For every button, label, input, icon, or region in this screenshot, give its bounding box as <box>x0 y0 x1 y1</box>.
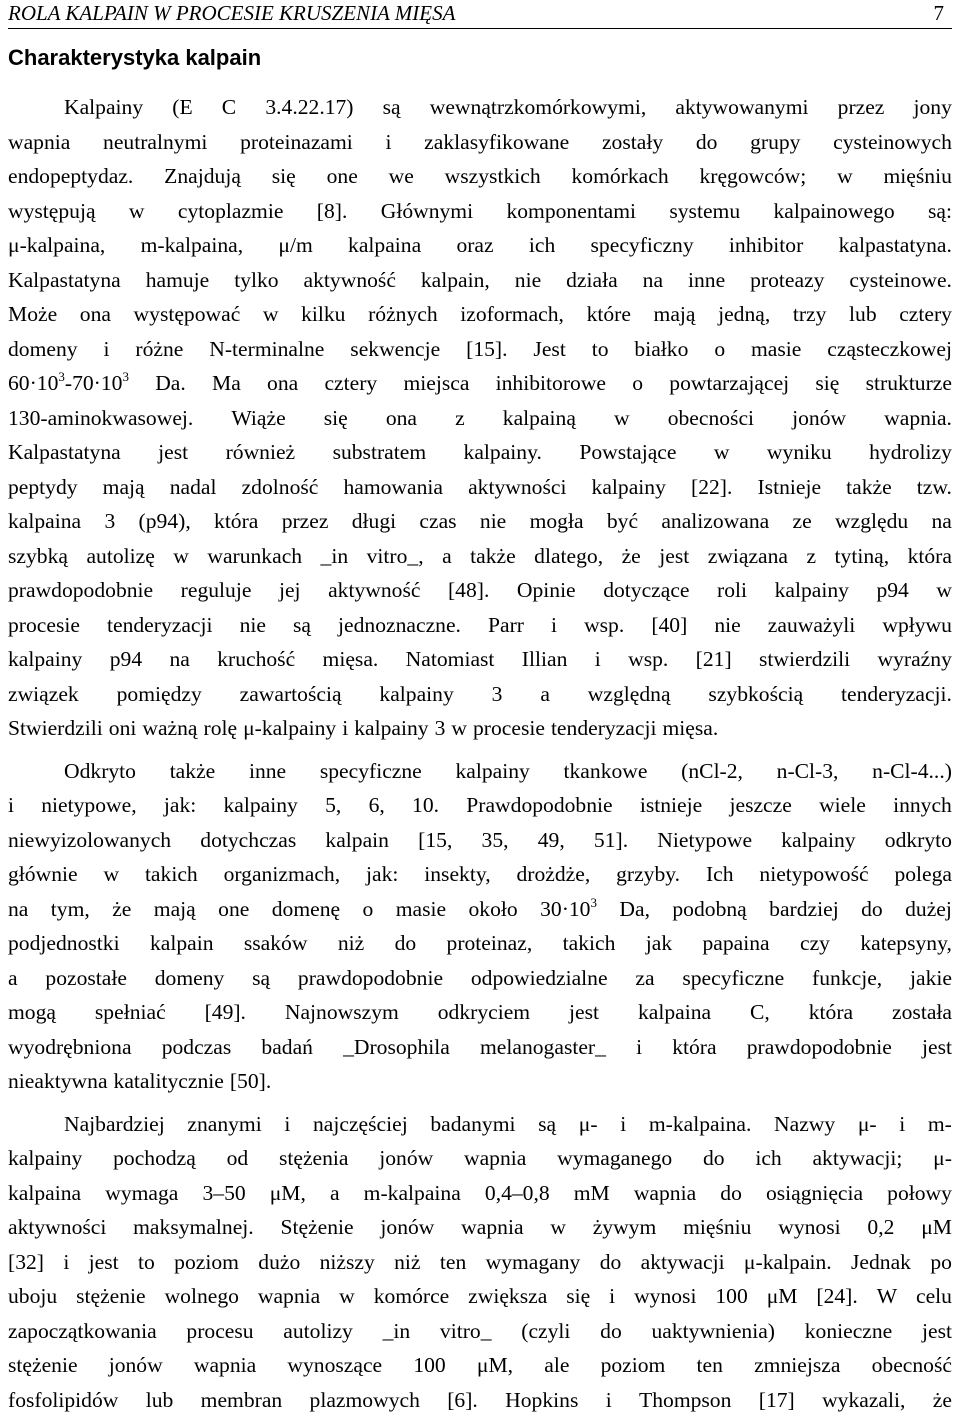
body-text <box>8 90 952 1417</box>
text-line: 130-aminokwasowej. Wiąże się ona z kalpainą w obecności jonów wapnia. <box>8 401 952 436</box>
text-line: niewyizolowanych dotychczas kalpain [15, 35, 49, 51]. Nietypowe kalpainy odkryto <box>8 823 952 858</box>
section-heading: Charakterystyka kalpain <box>8 45 261 71</box>
text-line: wapnia neutralnymi proteinazami i zaklasyfikowane zostały do grupy cysteinowych <box>8 125 952 160</box>
text-line: fosfolipidów lub membran plazmowych [6]. Hopkins i Thompson [17] wykazali, że <box>8 1383 952 1417</box>
text-line: występują w cytoplazmie [8]. Głównymi komponentami systemu kalpainowego są: <box>8 194 952 229</box>
text-line: $60\cdot 10^3-70\cdot 10^3$ Da. Ma ona cztery miejsca inhibitorowe o powtarzającej się strukturze <box>8 366 952 401</box>
text-line: Kalpastatyna hamuje tylko aktywność kalpain, nie działa na inne proteazy cysteinowe. <box>8 263 952 298</box>
text-line: zapoczątkowania procesu autolizy _in vitro_ (czyli do uaktywnienia) konieczne jest <box>8 1314 952 1349</box>
text-line: mogą spełniać [49]. Najnowszym odkryciem jest kalpaina C, która została <box>8 995 952 1030</box>
text-line: kalpainy pochodzą od stężenia jonów wapnia wymaganego do ich aktywacji; μ- <box>8 1141 952 1176</box>
text-line: Może ona występować w kilku różnych izoformach, które mają jedną, trzy lub cztery <box>8 297 952 332</box>
text-line: procesie tenderyzacji nie są jednoznaczne. Parr i wsp. [40] nie zauważyli wpływu <box>8 608 952 643</box>
text-line: endopeptydaz. Znajdują się one we wszystkich komórkach kręgowców; w mięśniu <box>8 159 952 194</box>
text-line: podjednostki kalpain ssaków niż do proteinaz, takich jak papaina czy katepsyny, <box>8 926 952 961</box>
text-line: prawdopodobnie reguluje jej aktywność [48]. Opinie dotyczące roli kalpainy p94 w <box>8 573 952 608</box>
text-line: μ-kalpaina, m-kalpaina, μ/m kalpaina oraz ich specyficzny inhibitor kalpastatyna. <box>8 228 952 263</box>
text-line: kalpaina 3 (p94), która przez długi czas nie mogła być analizowana ze względu na <box>8 504 952 539</box>
text-line: [32] i jest to poziom dużo niższy niż ten wymagany do aktywacji μ-kalpain. Jednak po <box>8 1245 952 1280</box>
text-line: głównie w takich organizmach, jak: insekty, drożdże, grzyby. Ich nietypowość polega <box>8 857 952 892</box>
text-line: Najbardziej znanymi i najczęściej badanymi są μ- i m-kalpaina. Nazwy μ- i m- <box>8 1107 952 1142</box>
text-line: kalpainy p94 na kruchość mięsa. Natomiast Illian i wsp. [21] stwierdzili wyraźny <box>8 642 952 677</box>
text-line: nieaktywna katalitycznie [50]. <box>8 1064 952 1099</box>
running-title: ROLA KALPAIN W PROCESIE KRUSZENIA MIĘSA <box>8 1 455 26</box>
running-header <box>8 0 952 29</box>
text-line: uboju stężenie wolnego wapnia w komórce zwiększa się i wynosi 100 μM [24]. W celu <box>8 1279 952 1314</box>
text-line: szybką autolizę w warunkach _in vitro_, a także dlatego, że jest związana z tytiną, która <box>8 539 952 574</box>
page-number: 7 <box>934 1 945 26</box>
text-line: kalpaina wymaga 3–50 μM, a m-kalpaina 0,4–0,8 mM wapnia do osiągnięcia połowy <box>8 1176 952 1211</box>
text-line: peptydy mają nadal zdolność hamowania aktywności kalpainy [22]. Istnieje także tzw. <box>8 470 952 505</box>
text-line: aktywności maksymalnej. Stężenie jonów wapnia w żywym mięśniu wynosi 0,2 μM <box>8 1210 952 1245</box>
text-line: Kalpainy (E C 3.4.22.17) są wewnątrzkomórkowymi, aktywowanymi przez jony <box>8 90 952 125</box>
text-line: związek pomiędzy zawartością kalpainy 3 a względną szybkością tenderyzacji. <box>8 677 952 712</box>
text-line: domeny i różne N-terminalne sekwencje [15]. Jest to białko o masie cząsteczkowej <box>8 332 952 367</box>
text-line: wyodrębniona podczas badań _Drosophila melanogaster_ i która prawdopodobnie jest <box>8 1030 952 1065</box>
text-line: i nietypowe, jak: kalpainy 5, 6, 10. Prawdopodobnie istnieje jeszcze wiele innych <box>8 788 952 823</box>
text-line: a pozostałe domeny są prawdopodobnie odpowiedzialne za specyficzne funkcje, jakie <box>8 961 952 996</box>
text-line: Kalpastatyna jest również substratem kalpainy. Powstające w wyniku hydrolizy <box>8 435 952 470</box>
text-line: Odkryto także inne specyficzne kalpainy tkankowe (nCl-2, n-Cl-3, n-Cl-4...) <box>8 754 952 789</box>
text-line: stężenie jonów wapnia wynoszące 100 μM, ale poziom ten zmniejsza obecność <box>8 1348 952 1383</box>
text-line: na tym, że mają one domenę o masie około $30\cdot 10^3$ Da, podobną bardziej do dużej <box>8 892 952 927</box>
text-line: Stwierdzili oni ważną rolę μ-kalpainy i kalpainy 3 w procesie tenderyzacji mięsa. <box>8 711 952 746</box>
